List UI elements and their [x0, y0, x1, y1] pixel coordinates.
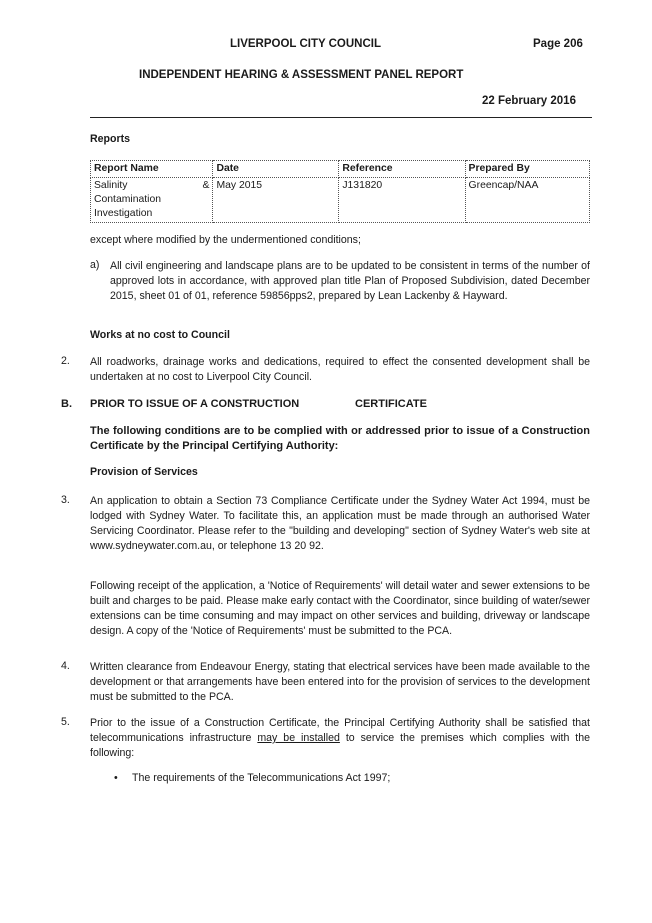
condition-4-text: Written clearance from Endeavour Energy, stating that electrical services have been made available to the development or that arrangements have been entered into for the provision of services to the development must be submitted to the PCA. [90, 661, 590, 703]
condition-5-bullet-text: The requirements of the Telecommunications Act 1997; [132, 772, 391, 784]
except-text: except where modified by the undermentioned conditions; [90, 234, 361, 246]
provision-heading: Provision of Services [90, 466, 198, 478]
col-prepared-by: Prepared By [465, 161, 589, 178]
report-name-amp: & [202, 180, 210, 191]
condition-2-text: All roadworks, drainage works and dedications, required to effect the consented development shall be undertaken at no cost to Liverpool City Council. [90, 356, 590, 383]
bullet-icon: • [114, 772, 118, 784]
cell-report-name [91, 178, 213, 223]
cell-date: May 2015 [213, 178, 339, 223]
reports-table [90, 160, 590, 223]
condition-4-number: 4. [61, 660, 70, 672]
section-b-title-1: PRIOR TO ISSUE OF A CONSTRUCTION [90, 398, 300, 410]
condition-5-number: 5. [61, 716, 70, 728]
condition-5-text [90, 716, 590, 761]
condition-5-text-after: to service the premises which complies with the following: [90, 732, 591, 759]
report-date: 22 February 2016 [482, 95, 576, 107]
cell-reference: J131820 [339, 178, 465, 223]
council-name: LIVERPOOL CITY COUNCIL [230, 38, 382, 50]
report-title: INDEPENDENT HEARING & ASSESSMENT PANEL REPORT [139, 69, 464, 81]
condition-5-text-underlined: may be installed [257, 732, 340, 744]
report-name-part2: Contamination [94, 194, 162, 205]
cell-prepared-by: Greencap/NAA [465, 178, 589, 223]
condition-2-number: 2. [61, 355, 70, 367]
condition-3-text-2: Following receipt of the application, a 'Notice of Requirements' will detail water and sewer extensions to be built and charges to be paid. Please make early contact with the Coordinator, since building of water/sewer extensions can be time consuming and may impact on other services and building, driveway or landscape design. A copy of the 'Notice of Requirements' must be submitted to the PCA. [90, 580, 590, 637]
page-number: Page 206 [533, 38, 583, 50]
col-reference: Reference [339, 161, 465, 178]
section-b-title-2: CERTIFICATE [355, 398, 427, 410]
condition-a-text: All civil engineering and landscape plans are to be updated to be consistent in terms of the number of approved lots in accordance, with approved plan title Plan of Proposed Subdivision, dated December 2015, sheet 01 of 01, reference 59856pps2, prepared by Lean Lackenby & Hayward. [110, 260, 590, 302]
condition-5-text-before: Prior to the issue of a Construction Certificate, the Principal Certifying Authority shall be satisfied that telecommunications infrastructure [90, 717, 590, 744]
condition-3-text: An application to obtain a Section 73 Compliance Certificate under the Sydney Water Act 1994, must be lodged with Sydney Water. To facilitate this, an application must be made through an authorised Water Servicing Coordinator. Please refer to the "building and developing" section of Sydney Water's web site at www.sydneywater.com.au, or telephone 13 20 92. [90, 495, 590, 552]
section-b-letter: B. [61, 398, 72, 410]
reports-heading: Reports [90, 133, 131, 145]
table-header-row [91, 161, 590, 178]
works-heading: Works at no cost to Council [90, 329, 230, 341]
table-row [91, 178, 590, 223]
report-name-part1: Salinity [94, 180, 128, 191]
col-date: Date [213, 161, 339, 178]
col-report-name: Report Name [91, 161, 213, 178]
section-b-intro: The following conditions are to be complied with or addressed prior to issue of a Construction Certificate by the Principal Certifying Authority: [90, 425, 590, 452]
report-name-part3: Investigation [94, 208, 153, 219]
condition-a-label: a) [90, 259, 100, 271]
condition-3-number: 3. [61, 494, 70, 506]
header-rule [90, 117, 592, 118]
